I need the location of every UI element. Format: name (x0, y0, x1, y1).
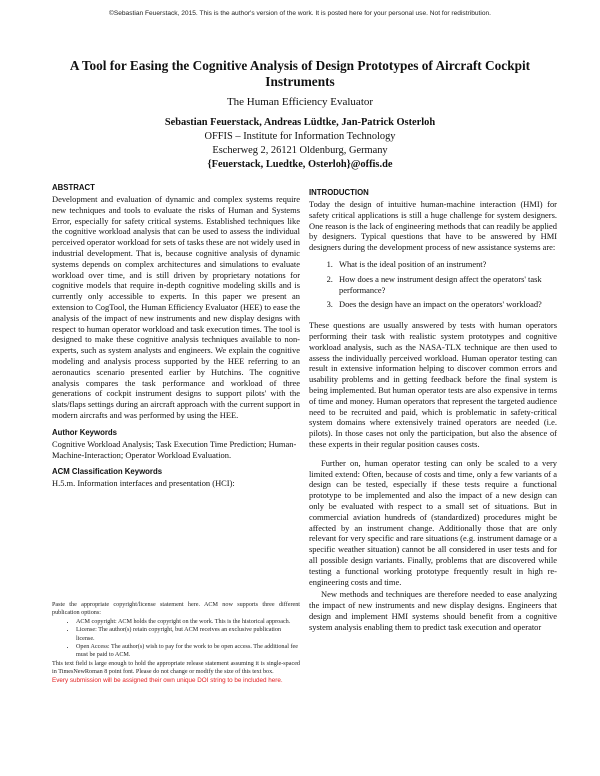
abstract-heading: ABSTRACT (52, 183, 95, 192)
copyright-note: This text field is large enough to hold the appropriate release statement assuming it is single-spaced in TimesNewRoman 8 point font. Please do not change or modify the size of this text box. (52, 660, 300, 676)
right-column (309, 188, 557, 632)
keywords-heading: Author Keywords (52, 427, 117, 437)
doi-note: Every submission will be assigned their own unique DOI string to be included here. (52, 676, 283, 684)
copyright-intro: Paste the appropriate copyright/license statement here. ACM now supports three different publication options: (52, 602, 300, 617)
intro-paragraph-4: New methods and techniques are therefore needed to ease analyzing the impact of new instruments and new display designs. Engineers that design and implement HMI systems should benefit from a cognitive system analysis enabling them to predict task execution and operator (309, 589, 557, 632)
question-item: 3. Does the design have an impact on the operators' workload? (335, 299, 557, 310)
acm-text: H.5.m. Information interfaces and presentation (HCI): (52, 478, 235, 489)
copyright-option: • Open Access: The author(s) wish to pay for the work to be open access. The additional fee must be paid to ACM. (76, 643, 300, 660)
intro-paragraph-3: Further on, human operator testing can only be scaled to a very limited extend: Often, because of costs and time, only a few variants of a design can be tested, especially if these tests require a functional prototype to be implemented and also the impact of a new design can only be evaluated with respect to a small set of situations. But in commercial aviation hundreds of (standardized) procedures might be affected by an instrument change. Additionally those that are only relevant for very specific and rare situations (e.g. instrument damage or a specific weather situation) cannot be all considered in user tests and for all possible design variants. Finally, problems that are discovered while testing a functional working prototype frequently result in high re-engineering costs and time. (309, 457, 557, 587)
intro-paragraph-1: Today the design of intuitive human-machine interaction (HMI) for safety critical applications is still a huge challenge for system designers. One reason is the lack of engineering methods that can readily be applied by designers. Typical questions that have to be answered by HMI designers during the development process of new assistance systems are: (309, 199, 557, 253)
copyright-header-note: ©Sebastian Feuerstack, 2015. This is the author's version of the work. It is posted here for your personal use. Not for redistribution. (108, 10, 492, 17)
intro-paragraph-2: These questions are usually answered by tests with human operators performing their task with realistic system prototypes and cognitive workload analysis, such as the NASA-TLX technique are then used to assess the individually perceived workload. Human operator testing can result in extensive information helping to discover common errors and usability problems and in getting feedback before the final system is being implemented. But human operator tests are also expensive in terms of time and money. Human operators that represent the targeted audience need to be recruited and paid, which is problematic in safety-critical system domains where extensively trained operators are needed (i.e. pilots). In those cases not only the participation, but also the absence of these experts in their regular position causes costs. (309, 320, 557, 449)
copyright-box (52, 601, 300, 685)
question-list (309, 259, 557, 310)
introduction-heading: INTRODUCTION (309, 188, 369, 197)
paper-title: A Tool for Easing the Cognitive Analysis of Design Prototypes of Aircraft Cockpit Instruments (69, 58, 531, 89)
acm-heading: ACM Classification Keywords (52, 467, 163, 477)
paper-subtitle: The Human Efficiency Evaluator (226, 96, 374, 108)
copyright-option: • ACM copyright: ACM holds the copyright on the work. This is the historical approach. (76, 618, 300, 626)
affiliation-institute: OFFIS – Institute for Information Technology (204, 131, 396, 142)
copyright-options (52, 618, 300, 660)
question-item: 1. What is the ideal position of an instrument? (335, 259, 557, 270)
affiliation-address: Escherweg 2, 26121 Oldenburg, Germany (212, 145, 388, 156)
question-item: 2. How does a new instrument design affect the operators' task performance? (335, 274, 557, 296)
copyright-option: • License: The author(s) retain copyright, but ACM receives an exclusive publication license. (76, 626, 300, 643)
paper-authors: Sebastian Feuerstack, Andreas Lüdtke, Jan-Patrick Osterloh (164, 117, 436, 128)
affiliation-emails: {Feuerstack, Luedtke, Osterloh}@offis.de (207, 159, 393, 170)
left-column (52, 183, 300, 489)
keywords-text: Cognitive Workload Analysis; Task Execution Time Prediction; Human-Machine-Interaction; Operator Workload Evaluation. (52, 438, 297, 460)
abstract-text: Development and evaluation of dynamic and complex systems require new techniques and tools to evaluate the risks of Human and Systems Error, especially for safety critical systems. Established techniques like the cognitive workload analysis that can be used to assess the individual perceived operator workload for sets of tasks these are not widely used in industrial development. That is, because cognitive analysis of dynamic systems depends on complex architectures and simulations to evaluate workload over time, and is still driven by proprietary notations for cognitive models that require in-depth cognitive modeling skills and is currently only accessible to experts. In this paper we present an extension to CogTool, the Human Efficiency Evaluator (HEE) to ease the analysis of the impact of new instruments and new display designs with respect to human operator workload and task execution times. The tool is designed to make these cognitive analysis techniques available to non-experts, such as system analysts and engineers. We explain the cognitive modeling and analysis process supported by the HEE referring to an aeronautics scenario presented earlier by Hutchins. The cognitive analysis compares the task performance and workload of three generations of cockpit instrument designs to support pilots' with the slats/flaps settings during an aircraft approach with the current support in modern aircrafts and was performed by using the HEE. (52, 194, 300, 420)
